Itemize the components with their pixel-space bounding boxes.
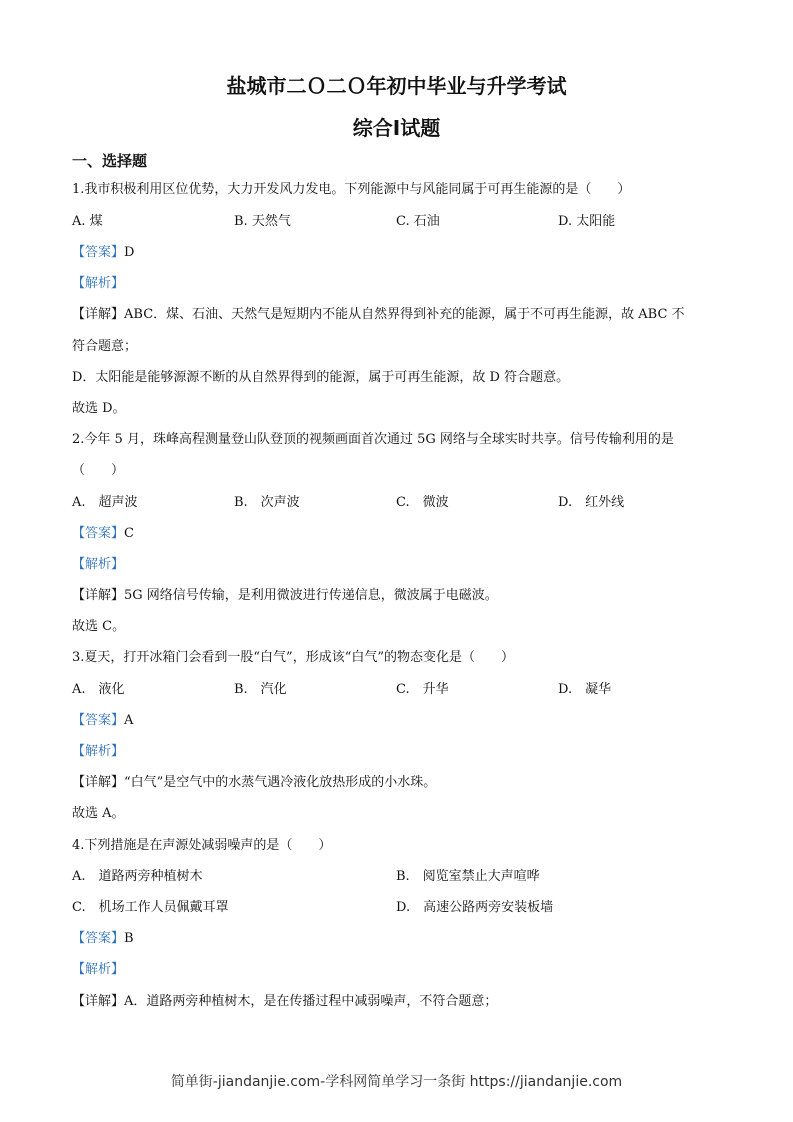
detail-tag: 【详解】 (72, 775, 125, 790)
q1-answer: D (124, 245, 135, 260)
q2-detail: 5G 网络信号传输，是利用微波进行传递信息，微波属于电磁波。 (124, 588, 498, 603)
q4-detail-row (72, 993, 732, 1011)
q1-stem: 1.我市积极利用区位优势，大力开发风力发电。下列能源中与风能同属于可再生能源的是（ ） (72, 182, 631, 197)
q2-analysis-tag: 【解析】 (72, 557, 125, 572)
q2-option-a: A. 超声波 (72, 495, 138, 510)
q3-conclusion: 故选 A。 (72, 806, 125, 821)
q3-option-a: A. 液化 (72, 682, 125, 697)
q3-option-b: B. 汽化 (234, 682, 287, 697)
q1-answer-row (72, 244, 732, 262)
q4-detail: A．道路两旁种植树木，是在传播过程中减弱噪声，不符合题意； (124, 994, 498, 1009)
q2-stem-2: （ ） (72, 463, 125, 478)
q1-detail-1: ABC．煤、石油、天然气是短期内不能从自然界得到补充的能源，属于不可再生能源，故 ABC 不 (124, 307, 685, 322)
detail-tag: 【详解】 (72, 588, 125, 603)
answer-tag: 【答案】 (72, 713, 125, 728)
answer-tag: 【答案】 (72, 245, 125, 260)
q2-option-d: D. 红外线 (558, 495, 625, 510)
q1-analysis-tag: 【解析】 (72, 276, 125, 291)
q3-analysis-tag: 【解析】 (72, 744, 125, 759)
q1-conclusion: 故选 D。 (72, 401, 126, 416)
q4-answer: B (124, 931, 134, 946)
detail-tag: 【详解】 (72, 994, 125, 1009)
detail-tag: 【详解】 (72, 307, 125, 322)
page-subtitle: 综合Ⅰ试题 (352, 116, 441, 140)
q3-answer-row (72, 712, 732, 730)
q1-option-d: D. 太阳能 (558, 214, 616, 229)
q3-detail: “白气”是空气中的水蒸气遇冷液化放热形成的小水珠。 (124, 775, 437, 790)
q4-option-c: C. 机场工作人员佩戴耳罩 (72, 900, 229, 915)
answer-tag: 【答案】 (72, 526, 125, 541)
q3-answer: A (124, 713, 134, 728)
q1-option-b: B. 天然气 (234, 214, 291, 229)
q4-answer-row (72, 930, 732, 948)
q3-option-d: D. 凝华 (558, 682, 612, 697)
q4-stem: 4.下列措施是在声源处减弱噪声的是（ ） (72, 838, 332, 853)
q2-option-b: B. 次声波 (234, 495, 300, 510)
q2-answer-row (72, 525, 732, 543)
q4-option-a: A. 道路两旁种植树木 (72, 869, 203, 884)
q4-option-b: B. 阅览室禁止大声喧哗 (396, 869, 540, 884)
answer-tag: 【答案】 (72, 931, 125, 946)
q2-stem-1: 2.今年 5 月，珠峰高程测量登山队登顶的视频画面首次通过 5G 网络与全球实时共享。信号传输利用的是 (72, 432, 674, 447)
q3-detail-row (72, 774, 732, 792)
q2-detail-row (72, 587, 732, 605)
section-heading: 一、选择题 (72, 152, 148, 170)
q3-stem: 3.夏天，打开冰箱门会看到一股“白气”，形成该“白气”的物态变化是（ ） (72, 650, 514, 665)
q3-option-c: C. 升华 (396, 682, 449, 697)
page-title: 盐城市二Ｏ二Ｏ年初中毕业与升学考试 (226, 74, 567, 98)
q1-detail-3: D．太阳能是能够源源不断的从自然界得到的能源，属于可再生能源，故 D 符合题意。 (72, 370, 570, 385)
q1-option-a: A. 煤 (72, 214, 103, 229)
q2-conclusion: 故选 C。 (72, 619, 126, 634)
q1-detail-2: 符合题意； (72, 339, 138, 354)
footer-watermark: 简单街-jiandanjie.com-学科网简单学习一条街 https://jiandanjie.com (170, 1074, 623, 1090)
q2-option-c: C. 微波 (396, 495, 449, 510)
q2-answer: C (124, 526, 134, 541)
q4-option-d: D. 高速公路两旁安装板墙 (396, 900, 554, 915)
q1-option-c: C. 石油 (396, 214, 440, 229)
q4-analysis-tag: 【解析】 (72, 962, 125, 977)
q1-detail-row (72, 306, 732, 324)
